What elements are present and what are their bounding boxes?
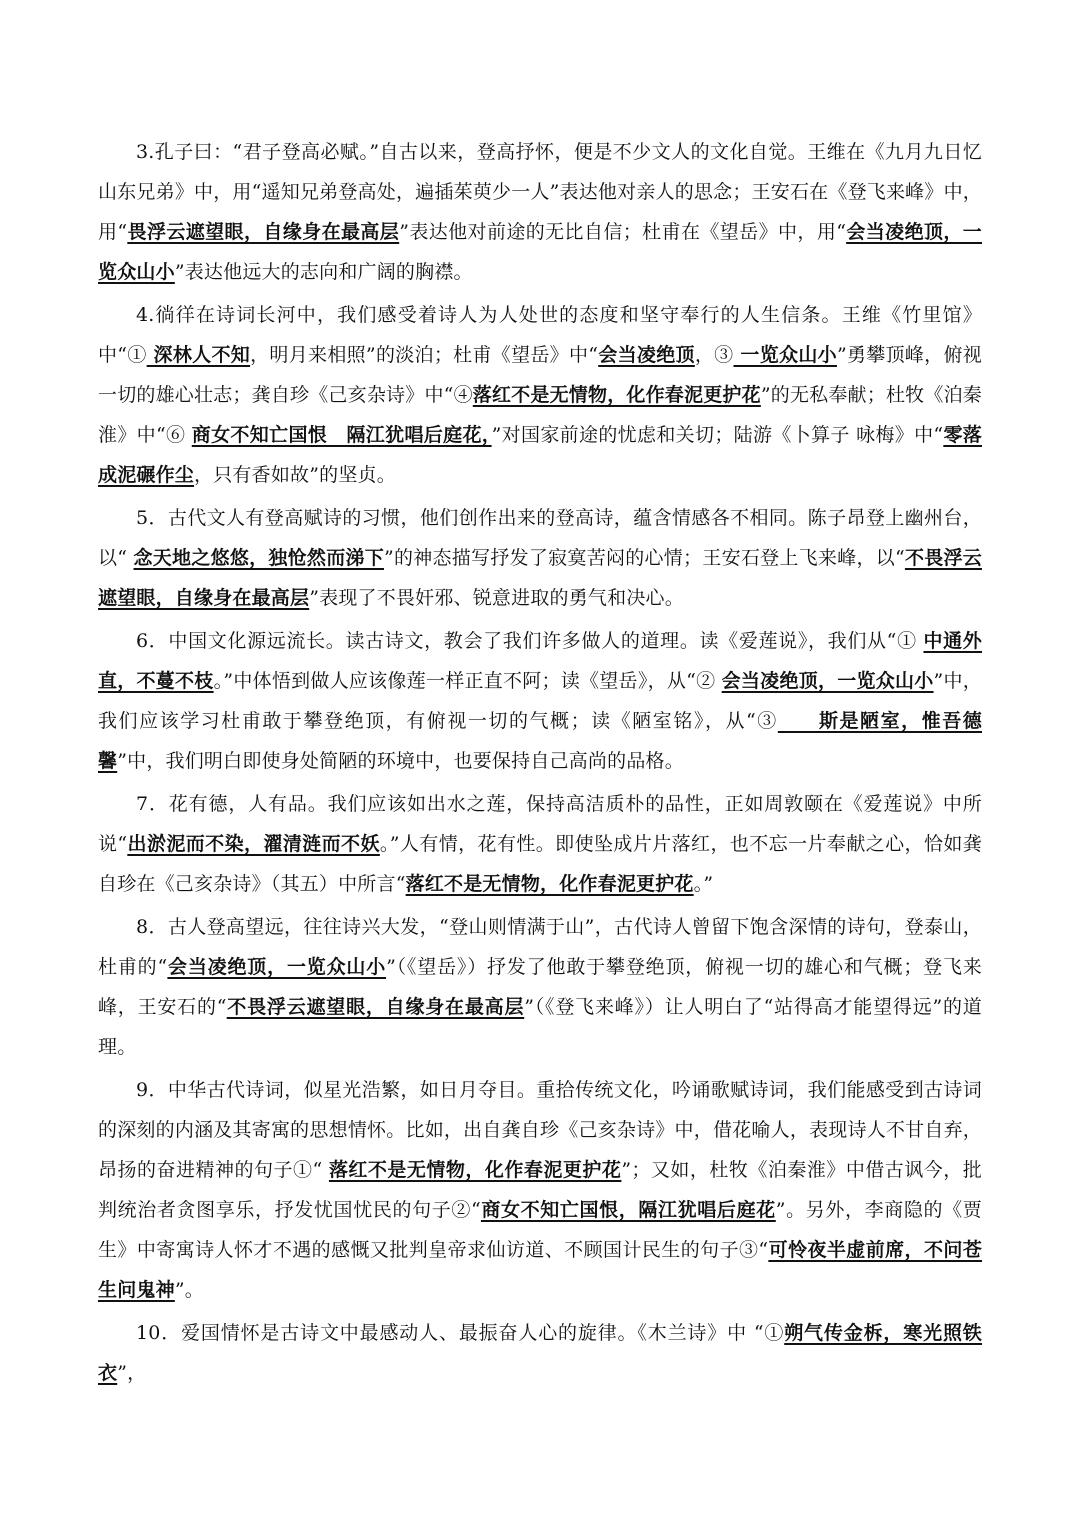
answer-text: 斯是陋室，惟吾德馨 bbox=[98, 710, 982, 772]
answer-text: 商女不知亡国恨 隔江犹唱后庭花， bbox=[191, 424, 492, 446]
question-text: 3.孔子曰：“君子登高必赋。”自古以来，登高抒怀，便是不少文人的文化自觉。王维在《九月九日忆山东兄弟》中，用“遥知兄弟登高处，遍插茱萸少一人”表达他对亲人的思念；王安石在《登飞来峰》中，用“ bbox=[98, 141, 982, 243]
question-text: ，③ bbox=[694, 344, 734, 366]
answer-text: 一览众山小 bbox=[733, 344, 837, 366]
question-text: 9．中华古代诗词，似星光浩繁，如日月夺目。重拾传统文化，吟诵歌赋诗词，我们能感受到古诗词的深刻的内涵及其寄寓的思想情怀。比如，出自龚自珍《己亥杂诗》中，借花喻人，表现诗人不甘自弃，昂扬的奋进精神的句子①“ bbox=[98, 1079, 982, 1181]
answer-text: 出淤泥而不染，濯清涟而不妖 bbox=[127, 833, 380, 855]
paragraph-q7 bbox=[98, 784, 982, 904]
question-text: 10．爱国情怀是古诗文中最感动人、最振奋人心的旋律。《木兰诗》中 “① bbox=[136, 1322, 785, 1344]
answer-text: 不畏浮云遮望眼，自缘身在最高层 bbox=[98, 547, 982, 609]
answer-text: 落红不是无情物，化作春泥更护花 bbox=[472, 384, 761, 406]
answer-text: 会当凌绝顶 bbox=[598, 344, 695, 366]
question-text: ”的神态描写抒发了寂寞苦闷的心情；王安石登上飞来峰，以“ bbox=[384, 547, 905, 569]
question-text: ”的无私奉献；杜牧《泊秦淮》中“⑥ bbox=[98, 384, 982, 446]
question-text: ”。 bbox=[174, 1279, 204, 1301]
answer-text: 落红不是无情物，化作春泥更护花 bbox=[405, 873, 694, 895]
answer-text: 深林人不知 bbox=[146, 344, 251, 366]
answer-text: 会当凌绝顶，一览众山小 bbox=[98, 221, 982, 283]
question-text: ”勇攀顶峰，俯视一切的雄心壮志；龚自珍《己亥杂诗》中“④ bbox=[98, 344, 982, 406]
answer-text: 中通外直，不蔓不枝 bbox=[98, 630, 982, 692]
paragraph-q3 bbox=[98, 132, 982, 292]
answer-text: 朔气传金柝，寒光照铁衣 bbox=[98, 1322, 982, 1384]
question-text: ”对国家前途的忧虑和关切；陆游《卜算子 咏梅》中“ bbox=[491, 424, 944, 446]
paragraph-q6 bbox=[98, 621, 982, 781]
question-text: ”。另外，李商隐的《贾生》中寄寓诗人怀才不遇的感慨又批判皇帝求仙访道、不顾国计民生的句子③“ bbox=[98, 1199, 982, 1261]
question-text: 。” bbox=[693, 873, 714, 895]
answer-text: 商女不知亡国恨，隔江犹唱后庭花 bbox=[480, 1199, 776, 1221]
question-text: ”， bbox=[117, 1362, 147, 1384]
question-text: ”中，我们应该学习杜甫敢于攀登绝顶，有俯视一切的气概；读《陋室铭》，从“③ bbox=[98, 670, 982, 732]
question-text: ，只有香如故”的坚贞。 bbox=[194, 464, 396, 486]
paragraph-q4 bbox=[98, 295, 982, 495]
question-text: 6．中国文化源远流长。读古诗文，教会了我们许多做人的道理。读《爱莲说》，我们从“① bbox=[136, 630, 924, 652]
question-text: ”表达他远大的志向和广阔的胸襟。 bbox=[174, 261, 473, 283]
paragraph-q10 bbox=[98, 1313, 982, 1393]
question-text: ，明月来相照”的淡泊；杜甫《望岳》中“ bbox=[250, 344, 599, 366]
question-text: 8．古人登高望远，往往诗兴大发，“登山则情满于山”，古代诗人曾留下饱含深情的诗句，登泰山，杜甫的“ bbox=[98, 916, 982, 978]
answer-text: 念天地之悠悠，独怆然而涕下 bbox=[133, 547, 385, 569]
question-text: ”；又如，杜牧《泊秦淮》中借古讽今，批判统治者贪图享乐，抒发忧国忧民的句子②“ bbox=[98, 1159, 983, 1221]
question-text: 4.徜徉在诗词长河中，我们感受着诗人为人处世的态度和坚守奉行的人生信条。王维《竹里馆》中“① bbox=[98, 304, 982, 366]
paragraph-q5 bbox=[98, 498, 982, 618]
answer-text: 会当凌绝顶，一览众山小 bbox=[167, 956, 387, 978]
question-text: 5．古代文人有登高赋诗的习惯，他们创作出来的登高诗，蕴含情感各不相同。陈子昂登上幽州台，以“ bbox=[98, 507, 982, 569]
question-text: ”中，我们明白即使身处简陋的环境中，也要保持自己高尚的品格。 bbox=[117, 750, 684, 772]
answer-text: 畏浮云遮望眼，自缘身在最高层 bbox=[127, 221, 400, 243]
question-text: 7．花有德，人有品。我们应该如出水之莲，保持高洁质朴的品性，正如周敦颐在《爱莲说》中所说“ bbox=[98, 793, 982, 855]
question-text: ”表达他对前途的无比自信；杜甫在《望岳》中，用“ bbox=[399, 221, 847, 243]
paragraph-q8 bbox=[98, 907, 982, 1067]
answer-text: 不畏浮云遮望眼，自缘身在最高层 bbox=[226, 996, 525, 1018]
document-body bbox=[98, 132, 982, 1396]
question-text: ”（《望岳》）抒发了他敢于攀登绝顶，俯视一切的雄心和气概；登飞来峰，王安石的“ bbox=[98, 956, 983, 1018]
question-text: 。”人有情，花有性。即使坠成片片落红，也不忘一片奉献之心，恰如龚自珍在《己亥杂诗》（其五）中所言“ bbox=[98, 833, 982, 895]
question-text: ”（《登飞来峰》）让人明白了“站得高才能望得远”的道理。 bbox=[98, 996, 982, 1058]
answer-text: 可怜夜半虚前席，不问苍生问鬼神 bbox=[98, 1239, 983, 1301]
question-text: ”表现了不畏奸邪、锐意进取的勇气和决心。 bbox=[309, 587, 684, 609]
answer-text: 零落成泥碾作尘 bbox=[98, 424, 982, 486]
question-text: 。”中体悟到做人应该像莲一样正直不阿；读《望岳》，从“② bbox=[213, 670, 722, 692]
answer-text: 落红不是无情物，化作春泥更护花 bbox=[328, 1159, 622, 1181]
answer-text: 会当凌绝顶，一览众山小 bbox=[721, 670, 934, 692]
paragraph-q9 bbox=[98, 1070, 982, 1310]
